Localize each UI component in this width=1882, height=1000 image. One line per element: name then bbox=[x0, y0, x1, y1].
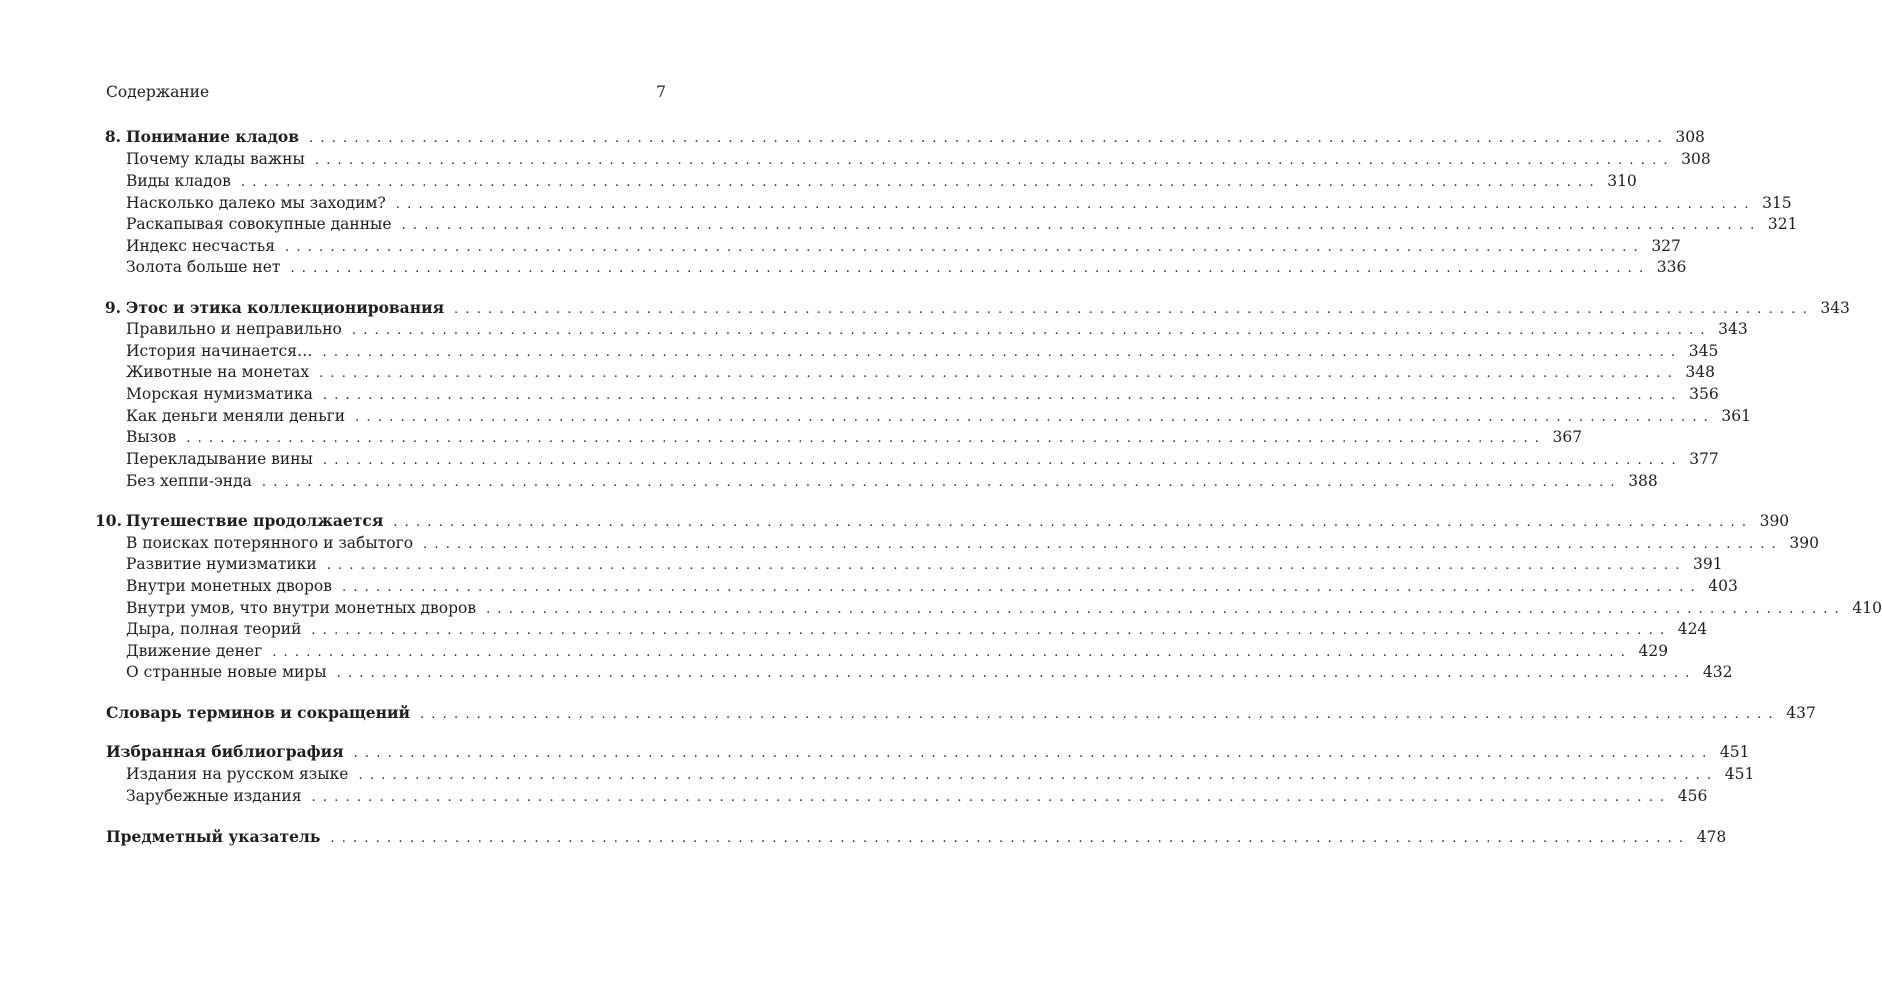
toc-page-number: 429 bbox=[1638, 642, 1669, 660]
toc-dot-leader: ........................................................................................................................ bbox=[240, 175, 1601, 190]
toc-entry-title: Развитие нумизматики bbox=[126, 555, 317, 573]
running-head-page-number: 7 bbox=[656, 83, 666, 101]
toc-section-entry bbox=[95, 256, 1687, 278]
running-head-title: Содержание bbox=[106, 83, 210, 101]
toc-dot-leader: ........................................................................................................................ bbox=[355, 410, 1715, 425]
toc-dot-leader: ........................................................................................................................ bbox=[454, 302, 1814, 317]
toc-page-number: 308 bbox=[1675, 128, 1705, 146]
toc-page-number: 315 bbox=[1762, 194, 1792, 212]
toc-page-number: 388 bbox=[1628, 472, 1658, 490]
toc-entry-title: Внутри монетных дворов bbox=[126, 577, 332, 595]
toc-page-number: 356 bbox=[1689, 385, 1719, 403]
toc-page-number: 343 bbox=[1820, 299, 1850, 317]
toc-page-number: 361 bbox=[1721, 407, 1751, 425]
toc-page-number: 451 bbox=[1719, 743, 1750, 761]
toc-section-entry bbox=[95, 405, 1751, 427]
toc-entry-title: Предметный указатель bbox=[106, 827, 321, 846]
toc-chapter-number: 9. bbox=[104, 298, 121, 317]
toc-dot-leader: ........................................................................................................................ bbox=[326, 558, 1687, 573]
toc-entry-title: Почему клады важны bbox=[126, 150, 305, 168]
toc-chapter-number: 8. bbox=[104, 127, 121, 146]
toc-page-number: 377 bbox=[1689, 450, 1719, 468]
toc-entry-title: Движение денег bbox=[126, 642, 263, 660]
toc-section-entry bbox=[95, 597, 1882, 619]
toc-section-entry bbox=[95, 470, 1658, 492]
toc-chapter-entry bbox=[95, 510, 1790, 532]
toc-section-entry bbox=[95, 213, 1798, 235]
toc-entry-title: Издания на русском языке bbox=[126, 765, 349, 783]
toc-entry-title: Раскапывая совокупные данные bbox=[126, 215, 392, 233]
toc-page-number: 410 bbox=[1852, 599, 1882, 617]
toc-dot-leader: ........................................................................................................................ bbox=[351, 323, 1712, 338]
toc-entry-title: Внутри умов, что внутри монетных дворов bbox=[126, 599, 477, 617]
toc-chapter-entry bbox=[95, 297, 1850, 319]
toc-entry-title: Вызов bbox=[126, 428, 177, 446]
toc-page-number: 451 bbox=[1724, 765, 1755, 783]
toc-section-entry bbox=[95, 575, 1738, 597]
toc-dot-leader: ........................................................................................................................ bbox=[290, 261, 1651, 276]
toc-section-entry bbox=[95, 532, 1819, 554]
toc-entry-title: Этос и этика коллекционирования bbox=[126, 298, 445, 317]
toc-chapter-entry bbox=[95, 741, 1750, 763]
toc-dot-leader: ........................................................................................................................ bbox=[358, 768, 1719, 783]
toc-entry-title: Путешествие продолжается bbox=[126, 511, 384, 530]
toc-page-number: 390 bbox=[1789, 534, 1819, 552]
toc-dot-leader: ........................................................................................................................ bbox=[486, 602, 1846, 617]
toc-entry-title: Понимание кладов bbox=[126, 127, 300, 146]
toc-dot-leader: ........................................................................................................................ bbox=[330, 831, 1691, 846]
toc-dot-leader: ........................................................................................................................ bbox=[272, 645, 1633, 660]
toc-dot-leader: ........................................................................................................................ bbox=[401, 218, 1762, 233]
toc-page-number: 343 bbox=[1718, 320, 1748, 338]
toc-dot-leader: ........................................................................................................................ bbox=[311, 790, 1672, 805]
toc-section-entry bbox=[95, 640, 1669, 662]
toc-page-number: 390 bbox=[1759, 512, 1790, 530]
toc-page-number: 432 bbox=[1702, 663, 1733, 681]
toc-section-entry bbox=[95, 661, 1733, 683]
toc-section-entry bbox=[95, 448, 1719, 470]
toc-section-entry bbox=[95, 148, 1711, 170]
toc-chapter-entry bbox=[95, 702, 1816, 724]
toc-entry-title: Правильно и неправильно bbox=[126, 320, 342, 338]
toc-dot-leader: ........................................................................................................................ bbox=[336, 666, 1697, 681]
toc-dot-leader: ........................................................................................................................ bbox=[322, 388, 1683, 403]
toc-dot-leader: ........................................................................................................................ bbox=[322, 345, 1683, 360]
toc-dot-leader: ........................................................................................................................ bbox=[353, 746, 1714, 761]
toc-page-number: 310 bbox=[1607, 172, 1637, 190]
toc-dot-leader: ........................................................................................................................ bbox=[285, 240, 1645, 255]
toc-entry-title: Зарубежные издания bbox=[126, 787, 302, 805]
toc-entry-title: Перекладывание вины bbox=[126, 450, 313, 468]
toc-entry-title: Животные на монетах bbox=[126, 363, 310, 381]
toc-section-entry bbox=[95, 426, 1583, 448]
toc-entry-title: Индекс несчастья bbox=[126, 237, 276, 255]
toc-entry-title: Золота больше нет bbox=[126, 258, 281, 276]
toc-section-entry bbox=[95, 553, 1723, 575]
toc-entry-title: О странные новые миры bbox=[126, 663, 327, 681]
toc-page-number: 348 bbox=[1685, 363, 1715, 381]
toc-section-entry bbox=[95, 763, 1755, 785]
toc-dot-leader: ........................................................................................................................ bbox=[261, 475, 1622, 490]
toc-page-number: 478 bbox=[1696, 828, 1727, 846]
toc-entry-title: Морская нумизматика bbox=[126, 385, 313, 403]
toc-entry-title: Словарь терминов и сокращений bbox=[106, 703, 410, 722]
toc-chapter-number: 10. bbox=[95, 511, 122, 530]
toc-page-number: 391 bbox=[1693, 555, 1723, 573]
toc-entry-title: Дыра, полная теорий bbox=[126, 620, 302, 638]
toc-page-number: 437 bbox=[1786, 704, 1816, 722]
toc-entry-title: Без хеппи-энда bbox=[126, 472, 252, 490]
toc-dot-leader: ........................................................................................................................ bbox=[423, 537, 1783, 552]
toc-entry-title: Как деньги меняли деньги bbox=[126, 407, 346, 425]
toc-section-entry bbox=[95, 383, 1719, 405]
toc-chapter-entry bbox=[95, 126, 1705, 148]
toc-dot-leader: ........................................................................................................................ bbox=[322, 453, 1683, 468]
toc-entry-title: История начинается… bbox=[126, 342, 313, 360]
toc-dot-leader: ........................................................................................................................ bbox=[341, 580, 1702, 595]
toc-dot-leader: ........................................................................................................................ bbox=[309, 131, 1669, 146]
toc-entry-title: Виды кладов bbox=[126, 172, 231, 190]
toc-page-number: 327 bbox=[1651, 237, 1681, 255]
toc-entry-title: Избранная библиография bbox=[106, 742, 344, 761]
toc-entry-title: Насколько далеко мы заходим? bbox=[126, 194, 386, 212]
toc-page-number: 308 bbox=[1681, 150, 1711, 168]
toc-section-entry bbox=[95, 318, 1748, 340]
toc-dot-leader: ........................................................................................................................ bbox=[395, 197, 1756, 212]
toc-chapter-entry bbox=[95, 826, 1727, 848]
toc-dot-leader: ........................................................................................................................ bbox=[186, 431, 1547, 446]
toc-page-number: 336 bbox=[1656, 258, 1687, 276]
toc-page-number: 424 bbox=[1677, 620, 1708, 638]
toc-dot-leader: ........................................................................................................................ bbox=[393, 515, 1754, 530]
toc-section-entry bbox=[95, 340, 1719, 362]
toc-section-entry bbox=[95, 785, 1708, 807]
toc-section-entry bbox=[95, 618, 1708, 640]
toc-section-entry bbox=[95, 235, 1681, 257]
toc-section-entry bbox=[95, 192, 1792, 214]
toc-dot-leader: ........................................................................................................................ bbox=[319, 366, 1679, 381]
toc-dot-leader: ........................................................................................................................ bbox=[311, 623, 1672, 638]
toc-section-entry bbox=[95, 361, 1715, 383]
toc-section-entry bbox=[95, 170, 1637, 192]
toc-entry-title: В поисках потерянного и забытого bbox=[126, 534, 414, 552]
toc-page-number: 321 bbox=[1767, 215, 1798, 233]
toc-page-number: 345 bbox=[1688, 342, 1719, 360]
toc-dot-leader: ........................................................................................................................ bbox=[420, 707, 1780, 722]
toc-page-number: 367 bbox=[1552, 428, 1583, 446]
toc-page-number: 403 bbox=[1708, 577, 1738, 595]
toc-dot-leader: ........................................................................................................................ bbox=[314, 153, 1675, 168]
toc-page-number: 456 bbox=[1677, 787, 1708, 805]
